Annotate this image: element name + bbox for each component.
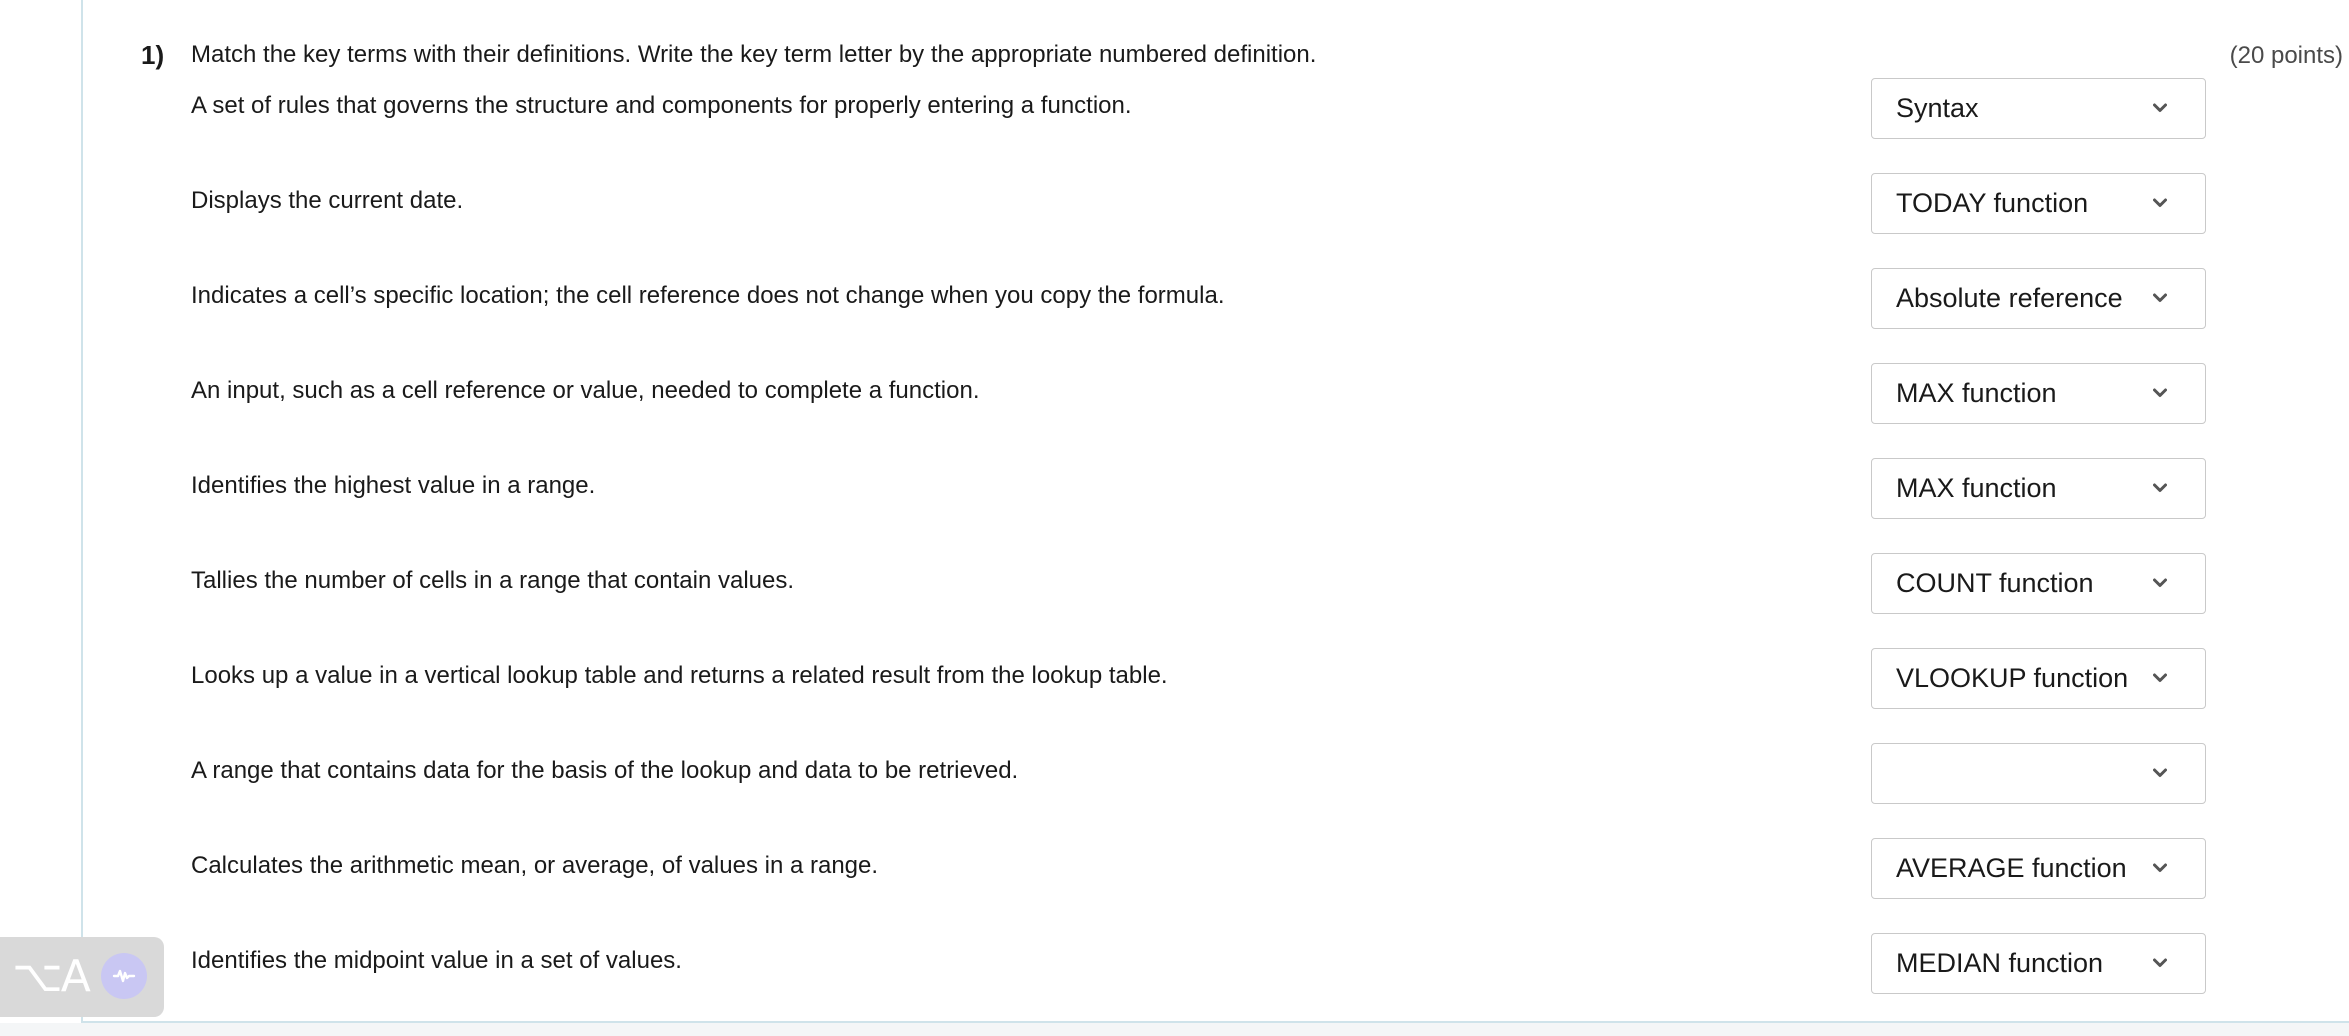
- chevron-down-icon: [2153, 388, 2167, 398]
- question-instructions: Match the key terms with their definitions. Write the key term letter by the appropriate numbered definition.: [191, 41, 1317, 68]
- definition-text: A range that contains data for the basis of the lookup and data to be retrieved.: [191, 757, 1019, 784]
- match-row: [0, 756, 2349, 820]
- chevron-down-icon: [2153, 958, 2167, 968]
- question-number: 1): [141, 40, 165, 70]
- match-row: [0, 281, 2349, 345]
- chevron-down-icon: [2153, 863, 2167, 873]
- term-dropdown[interactable]: [1871, 648, 2206, 709]
- match-row: [0, 471, 2349, 535]
- term-dropdown[interactable]: [1871, 743, 2206, 804]
- chevron-down-icon: [2153, 673, 2167, 683]
- term-dropdown[interactable]: [1871, 553, 2206, 614]
- dropdown-selected-value: Absolute reference: [1896, 283, 2123, 313]
- definition-text: Calculates the arithmetic mean, or average, of values in a range.: [191, 852, 879, 879]
- match-row: [0, 946, 2349, 1010]
- dropdown-selected-value: TODAY function: [1896, 188, 2089, 218]
- match-row: [0, 566, 2349, 630]
- accessibility-widget[interactable]: [0, 937, 164, 1017]
- definition-text: A set of rules that governs the structure and components for properly entering a function.: [191, 92, 1132, 119]
- definition-text: Identifies the highest value in a range.: [191, 472, 596, 499]
- waveform-icon: [112, 964, 136, 988]
- match-row: [0, 91, 2349, 155]
- definition-text: Identifies the midpoint value in a set of values.: [191, 947, 682, 974]
- term-dropdown[interactable]: [1871, 173, 2206, 234]
- match-row: [0, 376, 2349, 440]
- chevron-down-icon: [2153, 198, 2167, 208]
- chevron-down-icon: [2153, 293, 2167, 303]
- dropdown-selected-value: VLOOKUP function: [1896, 663, 2129, 693]
- question-points: (20 points): [2229, 42, 2343, 69]
- dropdown-selected-value: MAX function: [1896, 378, 2057, 408]
- definition-text: Looks up a value in a vertical lookup table and returns a related result from the lookup table.: [191, 662, 1168, 689]
- dropdown-selected-value: AVERAGE function: [1896, 853, 2127, 883]
- dropdown-selected-value: Syntax: [1896, 93, 1979, 123]
- dropdown-selected-value: COUNT function: [1896, 568, 2094, 598]
- chevron-down-icon: [2153, 103, 2167, 113]
- match-row: [0, 186, 2349, 250]
- term-dropdown[interactable]: [1871, 458, 2206, 519]
- definition-text: Tallies the number of cells in a range that contain values.: [191, 567, 795, 594]
- chevron-down-icon: [2153, 578, 2167, 588]
- match-row: [0, 661, 2349, 725]
- definition-text: Indicates a cell’s specific location; the cell reference does not change when you copy the formula.: [191, 282, 1225, 309]
- term-dropdown[interactable]: [1871, 268, 2206, 329]
- footer-band: [0, 1023, 2349, 1036]
- keyboard-shortcut-label: ⌥A: [12, 951, 89, 1002]
- term-dropdown[interactable]: [1871, 933, 2206, 994]
- term-dropdown[interactable]: [1871, 363, 2206, 424]
- chevron-down-icon: [2153, 768, 2167, 778]
- chevron-down-icon: [2153, 483, 2167, 493]
- definition-text: Displays the current date.: [191, 187, 464, 214]
- term-dropdown[interactable]: [1871, 838, 2206, 899]
- dropdown-selected-value: MEDIAN function: [1896, 948, 2104, 978]
- match-row: [0, 851, 2349, 915]
- definition-text: An input, such as a cell reference or value, needed to complete a function.: [191, 377, 980, 404]
- dropdown-selected-value: MAX function: [1896, 473, 2057, 503]
- waveform-button[interactable]: [101, 953, 147, 999]
- term-dropdown[interactable]: [1871, 78, 2206, 139]
